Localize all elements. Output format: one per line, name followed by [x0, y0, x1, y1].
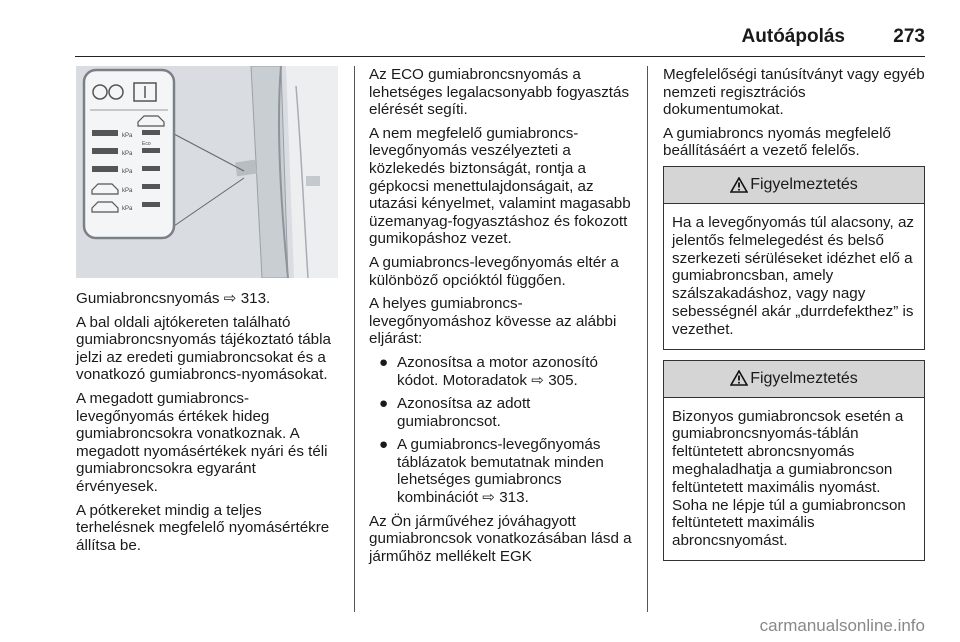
- tire-pressure-label-figure: [76, 66, 338, 278]
- warning-body: Bizonyos gumiabroncsok esetén a gumiabroncsnyomás-táblán feltüntetett abroncsnyomás meghaladhatja a gumiabroncson feltüntetett maximális nyomást. Soha ne lépje túl a gumiabroncson feltüntetett maximális abroncsnyomást.: [672, 407, 906, 550]
- list-item: ● Azonosítsa az adott gumiabroncsot.: [379, 395, 531, 430]
- page-title: Autóápolás: [741, 26, 845, 47]
- page-number: 273: [893, 26, 925, 47]
- paragraph: A pótkereket mindig a teljes terhelésnek megfelelő nyomásértékre állítsa be.: [76, 501, 330, 554]
- paragraph: Megfelelőségi tanúsítványt vagy egyéb nemzeti regisztrációs dokumentumokat.: [663, 66, 925, 119]
- warning-title: Figyelmeztetés: [750, 369, 858, 387]
- warning-header: [664, 167, 924, 204]
- page-ref-arrow-icon: ⇨: [482, 489, 495, 507]
- paragraph: A bal oldali ajtókereten található gumiabroncsnyomás tájékoztató tábla jelzi az eredeti gumiabroncsokat és a vonatkozó gumiabroncs-nyomásokat.: [76, 313, 331, 384]
- watermark: carmanualsonline.info: [759, 616, 925, 635]
- warning-triangle-icon: [730, 370, 748, 386]
- paragraph: A gumiabroncs-levegőnyomás eltér a különböző opcióktól függően.: [369, 253, 619, 289]
- column-1: [76, 66, 338, 560]
- list-item: ● A gumiabroncs-levegőnyomás táblázatok bemutatnak minden lehetséges gumiabroncs kombinációt ⇨ 313.: [379, 436, 604, 507]
- page-ref-arrow-icon: ⇨: [223, 290, 237, 307]
- placard-kpa-5: kPa: [122, 206, 133, 212]
- procedure-list: [369, 354, 636, 507]
- page-ref-arrow-icon: ⇨: [531, 371, 544, 389]
- placard-kpa-2: kPa: [122, 151, 133, 157]
- placard-kpa-4: kPa: [122, 188, 133, 194]
- bullet-icon: ●: [379, 436, 389, 454]
- paragraph: Az Ön járművéhez jóváhagyott gumiabroncsok vonatkozásában lásd a járműhöz mellékelt EGK: [369, 512, 632, 565]
- bullet-icon: ●: [379, 353, 389, 371]
- door-frame-illustration: [76, 66, 338, 278]
- column-2: [369, 66, 636, 571]
- placard-eco: Eco: [142, 141, 151, 147]
- warning-body: Ha a levegőnyomás túl alacsony, az jelentős felmelegedést és belső szerkezeti sérüléseket idézhet elő a gumiabroncsban, amely szálszakadáshoz, vagy nagy sebességnél akár „durrdefekthez” is vezethet.: [672, 213, 915, 338]
- column-3: [663, 66, 925, 571]
- paragraph: A megadott gumiabroncs-levegőnyomás értékek hideg gumiabroncsokra vonatkoznak. A megadott nyomásértékek nyári és téli gumiabroncsokra egyaránt érvényesek.: [76, 389, 328, 495]
- bullet-icon: ●: [379, 395, 389, 413]
- paragraph: Az ECO gumiabroncsnyomás a lehetséges legalacsonyabb fogyasztás elérését segíti.: [369, 66, 630, 119]
- paragraph: A helyes gumiabroncs-levegőnyomáshoz kövesse az alábbi eljárást:: [369, 295, 617, 348]
- column-divider-left: [354, 66, 355, 612]
- warning-box: [663, 166, 925, 350]
- figure-caption: Gumiabroncsnyomás ⇨ 313.: [76, 290, 271, 307]
- placard-kpa-3: kPa: [122, 169, 133, 175]
- warning-title: Figyelmeztetés: [750, 175, 858, 193]
- column-divider-right: [647, 66, 648, 612]
- page-reference-link[interactable]: 313.: [499, 489, 529, 507]
- paragraph: A gumiabroncs nyomás megfelelő beállításáért a vezető felelős.: [663, 124, 891, 160]
- placard-kpa-1: kPa: [122, 133, 133, 139]
- warning-box: [663, 360, 925, 561]
- page-reference-link[interactable]: 305.: [548, 371, 578, 389]
- list-item: ● Azonosítsa a motor azonosító kódot. Motoradatok ⇨ 305.: [379, 353, 598, 389]
- page-header: [75, 26, 925, 57]
- page-reference-link[interactable]: 313.: [240, 290, 271, 307]
- warning-header: [664, 361, 924, 398]
- paragraph: A nem megfelelő gumiabroncs-levegőnyomás veszélyezteti a közlekedés biztonságát, rontja a gépkocsi menettulajdonságait, az utazási kényelmet, valamint magasabb üzemanyag-fogyasztáshoz és fokozott gumikopáshoz vezet.: [369, 124, 631, 248]
- warning-triangle-icon: [730, 177, 748, 193]
